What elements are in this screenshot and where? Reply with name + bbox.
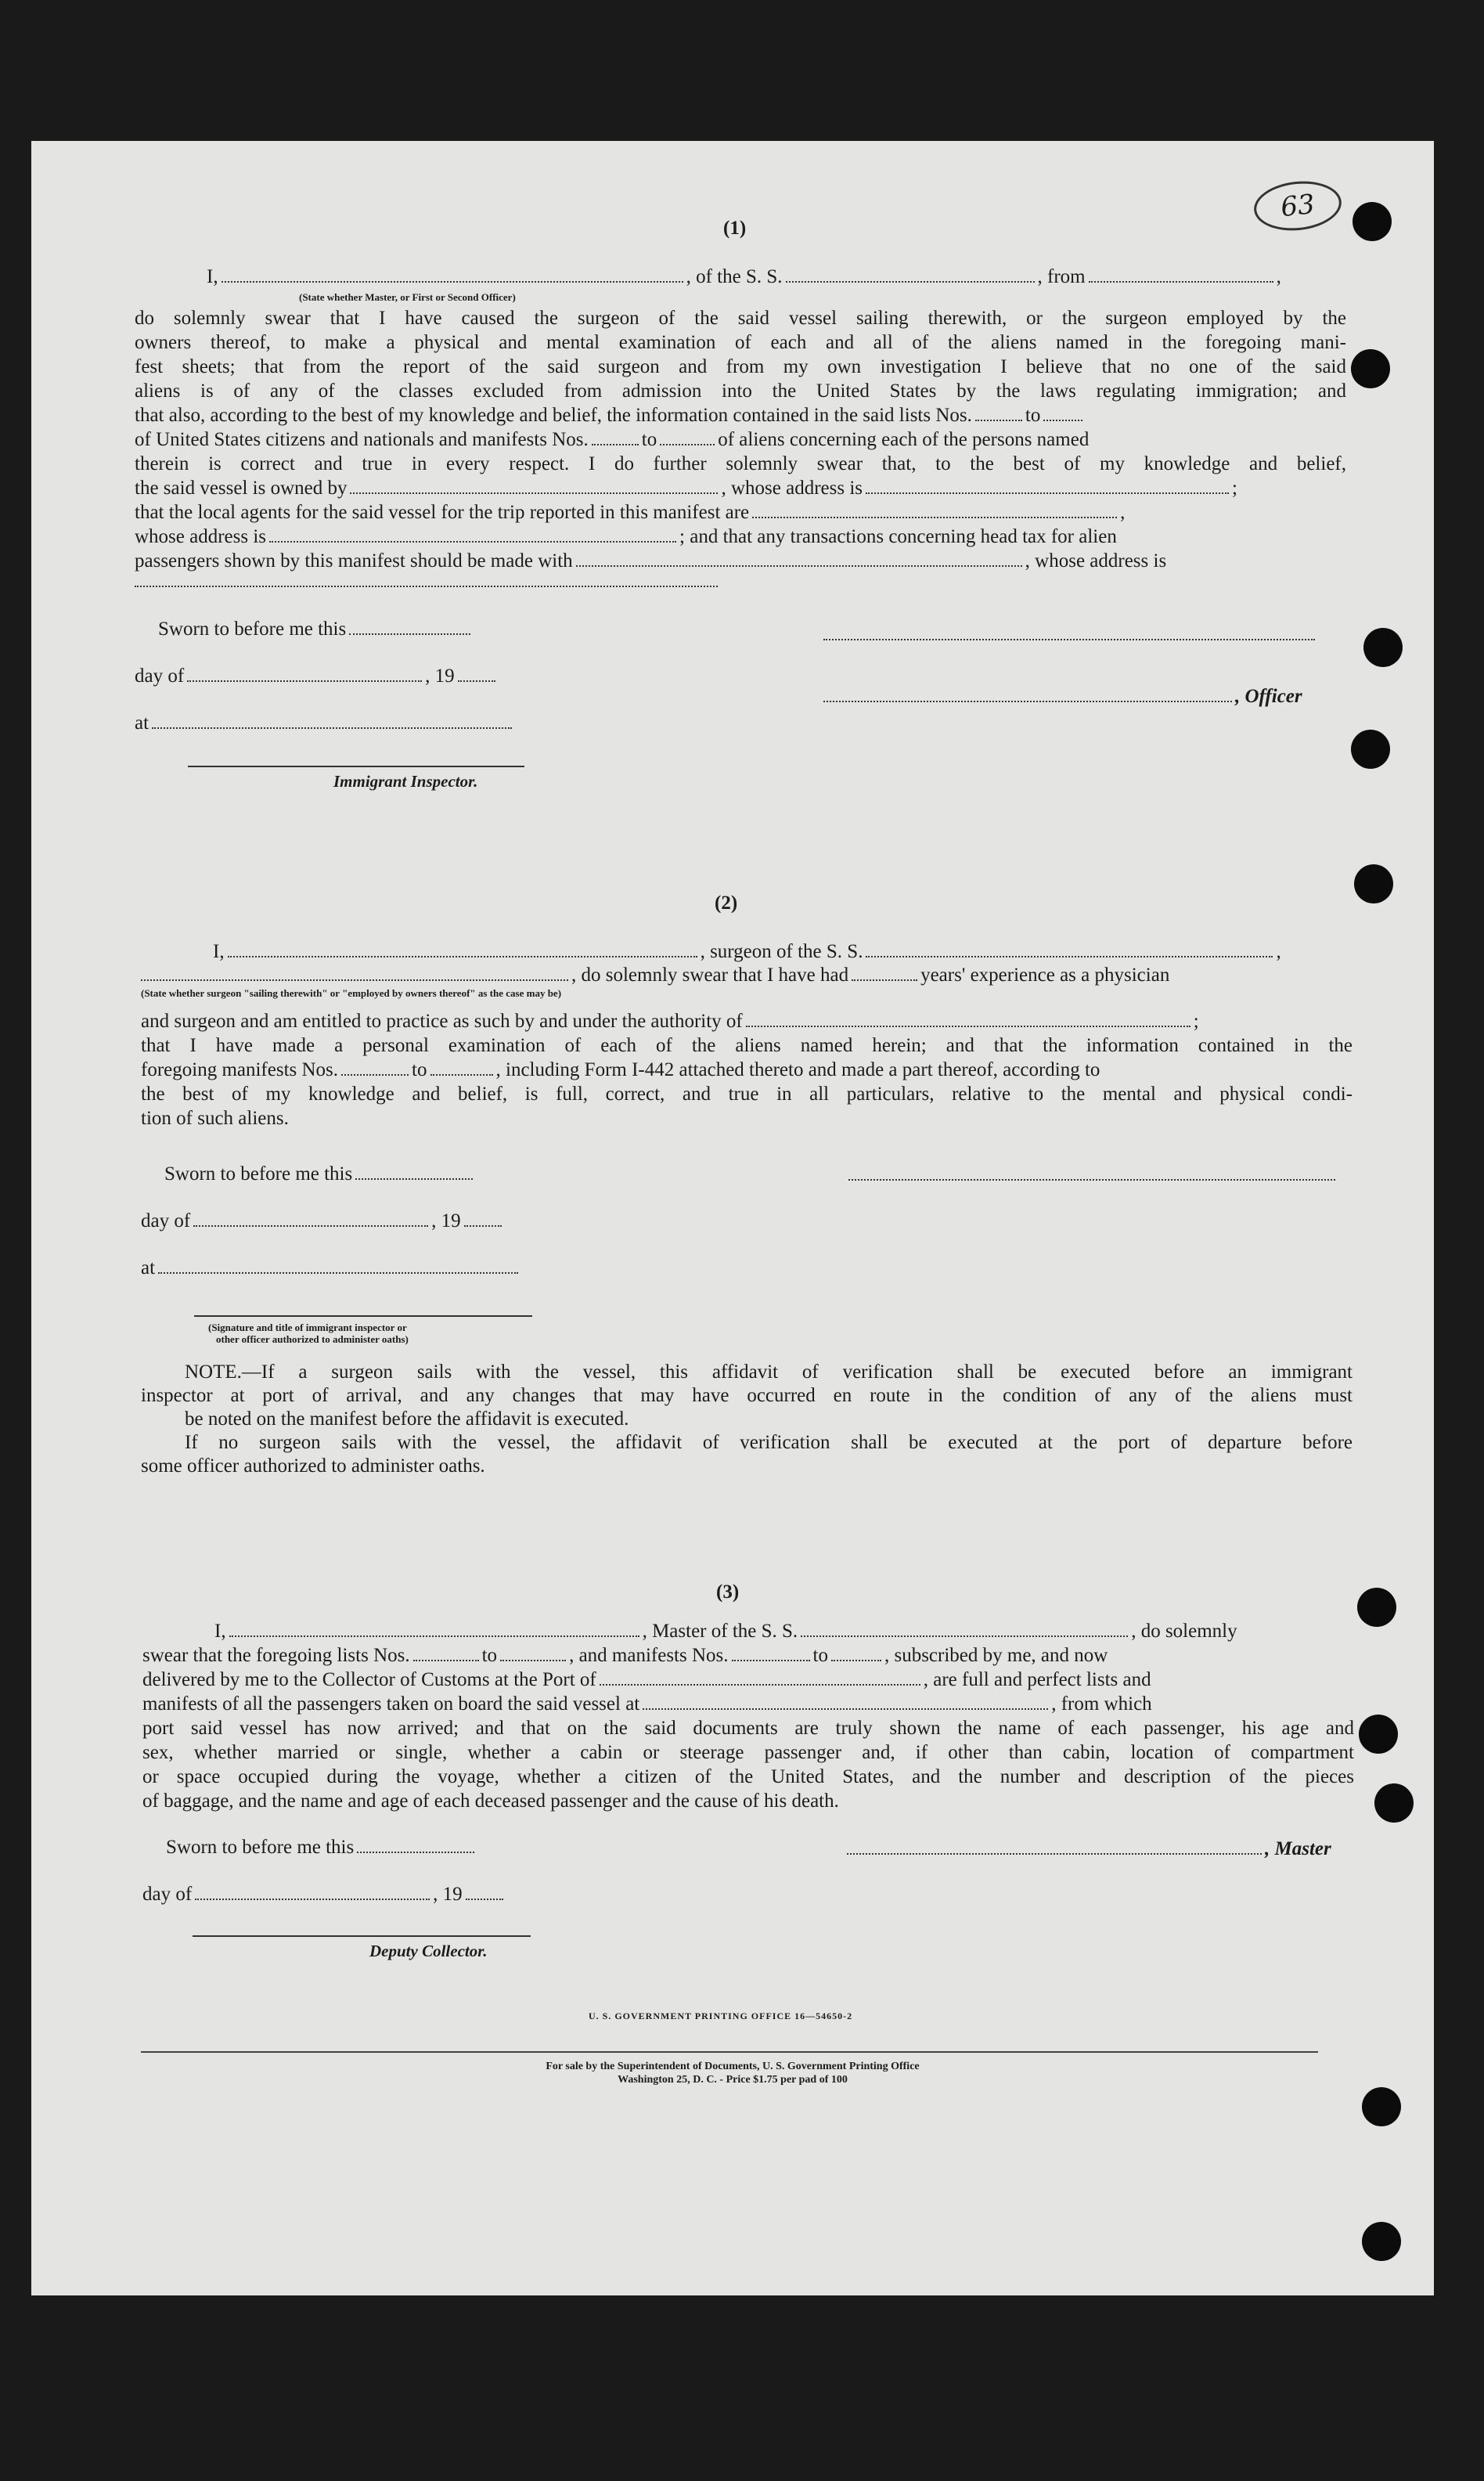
s3-master-signature-field[interactable] bbox=[847, 1853, 1262, 1855]
manifests-from-field[interactable] bbox=[592, 444, 639, 445]
punch-hole bbox=[1354, 864, 1393, 903]
s2-line-4: that I have made a personal examination of each of the aliens named herein; and that the information contained in the bbox=[141, 1035, 1353, 1056]
s2-manifests-to-field[interactable] bbox=[430, 1074, 493, 1076]
s2-at-line: at bbox=[141, 1257, 521, 1279]
note-line-1: NOTE.—If a surgeon sails with the vessel, this affidavit of verification shall be executed before an immigrant bbox=[185, 1361, 1353, 1383]
punch-hole bbox=[1374, 1783, 1414, 1823]
manifests-to-field[interactable] bbox=[660, 444, 715, 445]
s1-sworn-date-field[interactable] bbox=[349, 633, 470, 635]
lists-from-field[interactable] bbox=[975, 420, 1022, 421]
s1-line-1: I, , of the S. S. , from , bbox=[207, 266, 1281, 287]
section-2-number: (2) bbox=[715, 893, 738, 914]
head-tax-party-field[interactable] bbox=[576, 565, 1022, 567]
s1-line-12: passengers shown by this manifest should be made with , whose address is bbox=[135, 550, 1167, 572]
s3-lists-from-field[interactable] bbox=[413, 1660, 479, 1661]
s1-line-4: fest sheets; that from the report of the said surgeon and from my own investigation I believe that no one of the said bbox=[135, 356, 1346, 377]
s3-line-6: sex, whether married or single, whether a cabin or steerage passenger and, if other than cabin, location of compartment bbox=[142, 1742, 1354, 1763]
s2-surgeon-signature-line[interactable] bbox=[848, 1179, 1335, 1181]
punch-hole bbox=[1363, 628, 1403, 667]
s1-line-8: therein is correct and true in every respect. I do further solemnly swear that, to the best of my knowledge and belief, bbox=[135, 453, 1346, 474]
s1-place-field[interactable] bbox=[152, 727, 512, 729]
s1-inspector-signature-line[interactable] bbox=[188, 766, 524, 767]
s1-line-7: of United States citizens and nationals and manifests Nos. to of aliens concerning each of the persons named bbox=[135, 429, 1090, 450]
s3-line-3: delivered by me to the Collector of Customs at the Port of , are full and perfect lists and bbox=[142, 1669, 1151, 1690]
s3-line-2: swear that the foregoing lists Nos. to , and manifests Nos. to , subscribed by me, and now bbox=[142, 1645, 1108, 1666]
form-page bbox=[31, 141, 1434, 2295]
surgeon-type-field[interactable] bbox=[141, 979, 568, 981]
s2-day-line: day of , 19 bbox=[141, 1210, 505, 1232]
s3-line-4: manifests of all the passengers taken on board the said vessel at , from which bbox=[142, 1693, 1152, 1715]
s3-line-8: of baggage, and the name and age of each deceased passenger and the cause of his death. bbox=[142, 1790, 839, 1812]
s2-line-2: , do solemnly swear that I have had years' experience as a physician bbox=[141, 965, 1169, 986]
s3-day-line: day of , 19 bbox=[142, 1884, 506, 1906]
note-line-3: be noted on the manifest before the affidavit is executed. bbox=[185, 1408, 629, 1430]
s3-year-field[interactable] bbox=[466, 1899, 503, 1900]
punch-hole bbox=[1351, 349, 1390, 388]
note-line-5: some officer authorized to administer oaths. bbox=[141, 1455, 485, 1477]
s3-manifests-to-field[interactable] bbox=[831, 1660, 881, 1661]
s2-vessel-field[interactable] bbox=[866, 956, 1273, 957]
s3-line-5: port said vessel has now arrived; and that on the said documents are truly shown the name of each passenger, his age and bbox=[142, 1718, 1354, 1739]
s1-line-9: the said vessel is owned by , whose address is ; bbox=[135, 478, 1237, 499]
s1-month-field[interactable] bbox=[187, 680, 422, 682]
s1-line-3: owners thereof, to make a physical and mental examination of each and all of the aliens named in the foregoing mani- bbox=[135, 332, 1346, 353]
footer-line-1: For sale by the Superintendent of Documents, U. S. Government Printing Office bbox=[546, 2061, 920, 2072]
s2-line-1: I, , surgeon of the S. S. , bbox=[213, 941, 1281, 962]
practice-authority-field[interactable] bbox=[746, 1026, 1190, 1027]
punch-hole bbox=[1362, 2087, 1401, 2126]
s3-collector-label: Deputy Collector. bbox=[369, 1942, 488, 1960]
s2-sig-caption-2: other officer authorized to administer oaths) bbox=[216, 1333, 409, 1345]
local-agents-field[interactable] bbox=[752, 517, 1117, 518]
agents-address-field[interactable] bbox=[269, 541, 676, 543]
s1-day-line: day of , 19 bbox=[135, 665, 499, 687]
s2-manifests-from-field[interactable] bbox=[341, 1074, 409, 1076]
owner-address-field[interactable] bbox=[866, 492, 1229, 494]
s3-sworn-line: Sworn to before me this bbox=[166, 1837, 477, 1859]
s2-sworn-line: Sworn to before me this bbox=[164, 1163, 476, 1185]
s1-officer-signature-line[interactable] bbox=[823, 639, 1315, 640]
s2-official-signature-line[interactable] bbox=[194, 1315, 532, 1317]
s3-lists-to-field[interactable] bbox=[500, 1660, 566, 1661]
section-2 bbox=[141, 893, 1353, 1488]
punch-hole bbox=[1359, 1715, 1398, 1754]
s2-line-7: tion of such aliens. bbox=[141, 1108, 289, 1129]
owner-field[interactable] bbox=[350, 492, 718, 494]
note-line-2: inspector at port of arrival, and any changes that may have occurred en route in the condition of any of the aliens must bbox=[141, 1385, 1353, 1406]
note-line-4: If no surgeon sails with the vessel, the affidavit of verification shall be executed at the port of departure before bbox=[185, 1432, 1353, 1453]
lists-to-field[interactable] bbox=[1043, 420, 1082, 421]
section-3-number: (3) bbox=[716, 1581, 740, 1603]
s3-line-7: or space occupied during the voyage, whether a citizen of the United States, and the number and description of the pieces bbox=[142, 1766, 1354, 1787]
printer-imprint: U. S. GOVERNMENT PRINTING OFFICE 16—54650-2 bbox=[589, 2010, 853, 2021]
s3-manifests-from-field[interactable] bbox=[732, 1660, 810, 1661]
s2-line-3: and surgeon and am entitled to practice as such by and under the authority of ; bbox=[141, 1011, 1199, 1032]
s3-line-1: I, , Master of the S. S. , do solemnly bbox=[214, 1621, 1237, 1642]
s2-surgeon-caption: (State whether surgeon "sailing therewith" or "employed by owners thereof" as the case may be) bbox=[141, 987, 562, 999]
s1-officer-name-field[interactable] bbox=[823, 701, 1232, 702]
section-1 bbox=[135, 141, 1346, 814]
punch-hole bbox=[1362, 2222, 1401, 2261]
s1-at-line: at bbox=[135, 712, 515, 734]
section-3 bbox=[142, 1581, 1354, 2129]
s1-inspector-label: Immigrant Inspector. bbox=[333, 772, 478, 791]
s1-officer-caption: (State whether Master, or First or Second Officer) bbox=[299, 291, 516, 303]
s1-line-5: aliens is of any of the classes excluded from admission into the United States by the laws regulating immigration; and bbox=[135, 380, 1346, 402]
s3-vessel-field[interactable] bbox=[801, 1635, 1128, 1637]
s1-line-6: that also, according to the best of my knowledge and belief, the information contained in the said lists Nos. to bbox=[135, 404, 1346, 427]
page-number-stamp: 63 bbox=[1252, 177, 1344, 234]
s2-sworn-date-field[interactable] bbox=[355, 1178, 473, 1180]
s1-officer-line: , Officer bbox=[823, 686, 1302, 708]
punch-hole bbox=[1353, 202, 1392, 241]
section-1-number: (1) bbox=[723, 218, 747, 239]
port-of-arrival-field[interactable] bbox=[600, 1684, 920, 1686]
surgeon-name-field[interactable] bbox=[228, 956, 697, 957]
s3-sworn-date-field[interactable] bbox=[357, 1852, 474, 1853]
s3-master-line: , Master bbox=[847, 1838, 1331, 1860]
s1-line-2: do solemnly swear that I have caused the surgeon of the said vessel sailing therewith, or the surgeon employed by the bbox=[135, 308, 1346, 329]
s1-sworn-line: Sworn to before me this bbox=[158, 618, 474, 640]
punch-hole bbox=[1351, 730, 1390, 769]
footer-rule bbox=[141, 2051, 1318, 2053]
vessel-name-field[interactable] bbox=[786, 281, 1035, 283]
head-tax-address-field[interactable] bbox=[135, 586, 718, 587]
footer-line-2: Washington 25, D. C. - Price $1.75 per pad of 100 bbox=[618, 2074, 848, 2086]
s2-sig-caption-1: (Signature and title of immigrant inspector or bbox=[208, 1322, 407, 1333]
s3-month-field[interactable] bbox=[195, 1899, 430, 1900]
officer-title-field[interactable] bbox=[222, 281, 683, 283]
boarding-port-field[interactable] bbox=[643, 1708, 1048, 1710]
s2-line-5: foregoing manifests Nos. to , including Form I-442 attached thereto and made a part thereof, according to bbox=[141, 1059, 1100, 1080]
s2-line-6: the best of my knowledge and belief, is full, correct, and true in all particulars, relative to the mental and physical condi- bbox=[141, 1084, 1353, 1105]
departure-port-field[interactable] bbox=[1089, 281, 1273, 283]
s3-collector-signature-line[interactable] bbox=[193, 1935, 531, 1937]
s2-month-field[interactable] bbox=[193, 1225, 428, 1227]
s1-line-10: that the local agents for the said vessel for the trip reported in this manifest are , bbox=[135, 502, 1126, 523]
punch-hole bbox=[1357, 1588, 1396, 1627]
master-name-field[interactable] bbox=[229, 1635, 639, 1637]
s1-year-field[interactable] bbox=[458, 680, 495, 682]
s1-line-11: whose address is ; and that any transactions concerning head tax for alien bbox=[135, 526, 1117, 547]
years-experience-field[interactable] bbox=[852, 979, 917, 981]
s2-place-field[interactable] bbox=[158, 1272, 518, 1274]
s2-year-field[interactable] bbox=[464, 1225, 502, 1227]
